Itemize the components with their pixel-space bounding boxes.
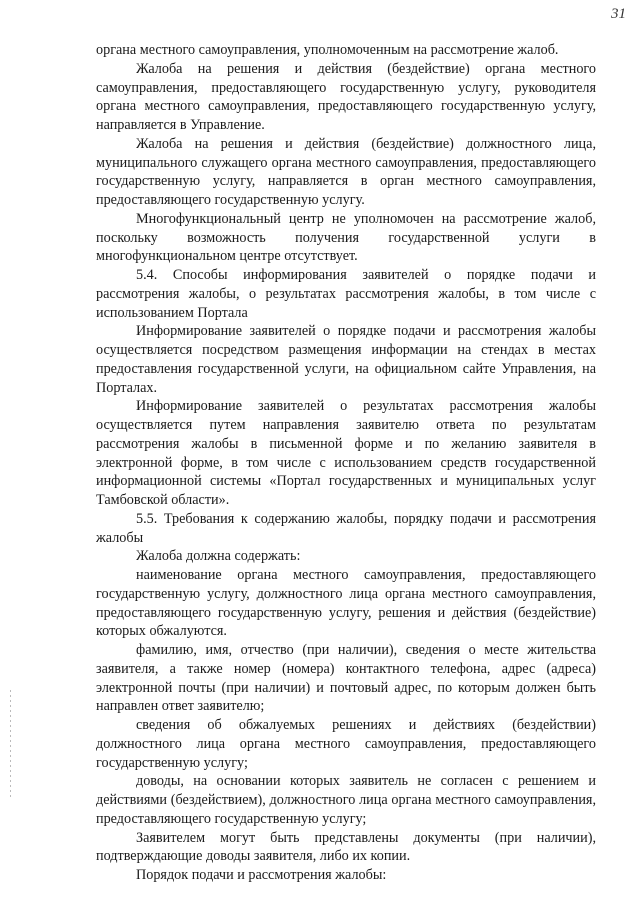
paragraph: Жалоба должна содержать: (136, 548, 301, 565)
scan-margin-mark (10, 690, 11, 800)
page-number: 31 (611, 6, 626, 22)
list-item: сведения об обжалуемых решениях и действиях (бездействии) должностного лица органа местного самоуправления, предоставляющего государственную услугу; (96, 717, 596, 771)
paragraph: Жалоба на решения и действия (бездействие) должностного лица, муниципального служащего органа местного самоуправления, предоставляющего государственную услугу, направляется в орган местного самоуправления, предоставляющего государственную услугу. (96, 135, 596, 208)
paragraph: Заявителем могут быть представлены документы (при наличии), подтверждающие доводы заявителя, либо их копии. (96, 829, 596, 865)
paragraph: органа местного самоуправления, уполномоченным на рассмотрение жалоб. (96, 42, 559, 58)
section-heading-5-5: 5.5. Требования к содержанию жалобы, порядку подачи и рассмотрения жалобы (96, 510, 596, 546)
paragraph: Порядок подачи и рассмотрения жалобы: (136, 867, 387, 883)
list-item: наименование органа местного самоуправления, предоставляющего государственную услугу, должностного лица органа местного самоуправления, предоставляющего государственную услугу, решения и действия (бездействие) которых обжалуются. (96, 567, 596, 640)
paragraph: Информирование заявителей о результатах рассмотрения жалобы осуществляется путем направления заявителю ответа по результатам рассмотрения жалобы в письменной форме и по желанию заявителя в электронной форме, в том числе с использованием средств государственной информационной системы «Портал государственных и муниципальных услуг Тамбовской области». (96, 398, 596, 508)
paragraph: Информирование заявителей о порядке подачи и рассмотрения жалобы осуществляется посредством размещения информации на стендах в местах предоставления государственной услуги, на официальном сайте Управления, на Порталах. (96, 323, 596, 396)
list-item: доводы, на основании которых заявитель не согласен с решением и действиями (бездействием), должностного лица органа местного самоуправления, предоставляющего государственную услугу; (96, 773, 596, 827)
document-body (96, 41, 596, 885)
list-item: фамилию, имя, отчество (при наличии), сведения о месте жительства заявителя, а также номер (номера) контактного телефона, адрес (адреса) электронной почты (при наличии) и почтовый адрес, по которым должен быть направлен ответ заявителю; (96, 642, 596, 715)
section-heading-5-4: 5.4. Способы информирования заявителей о порядке подачи и рассмотрения жалобы, о результатах рассмотрения жалобы, в том числе с использованием Портала (96, 267, 596, 321)
paragraph: Жалоба на решения и действия (бездействие) органа местного самоуправления, предоставляющего государственную услугу, руководителя органа местного самоуправления, предоставляющего государственную услугу, направляется в Управление. (96, 60, 596, 133)
paragraph: Многофункциональный центр не уполномочен на рассмотрение жалоб, поскольку возможность получения государственной услуги в многофункциональном центре отсутствует. (96, 210, 596, 265)
